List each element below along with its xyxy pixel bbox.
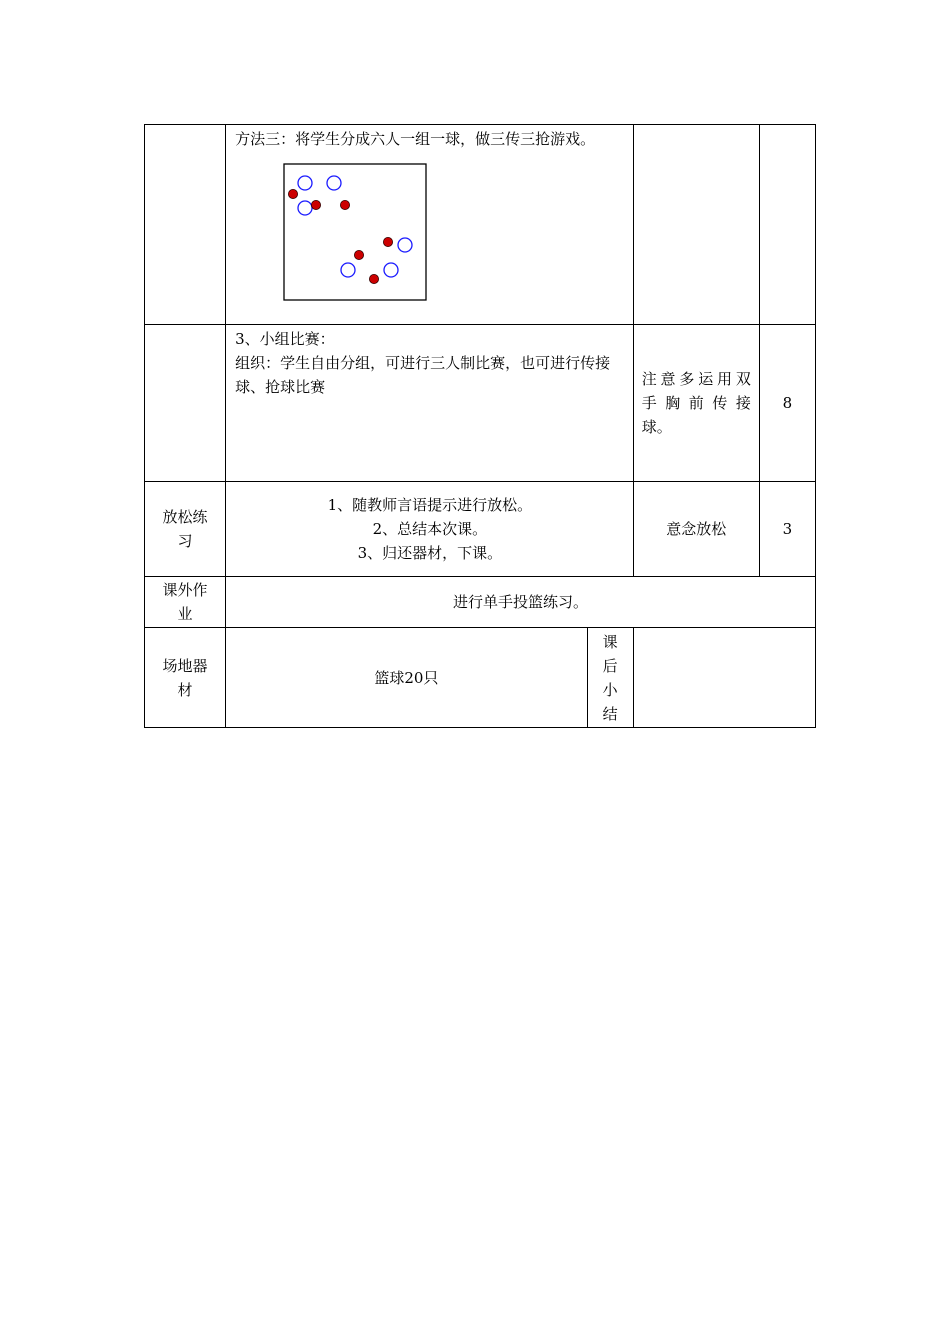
defense-player-marker xyxy=(355,250,364,259)
offense-player-marker xyxy=(341,263,355,277)
relax-count: 3 xyxy=(759,482,815,577)
relax-item: 3、归还器材，下课。 xyxy=(357,544,503,562)
equipment-label: 场地器材 xyxy=(145,628,226,728)
note-line: 球。 xyxy=(641,418,672,436)
group-game-count: 8 xyxy=(759,325,815,482)
defense-player-marker xyxy=(370,274,379,283)
homework-content: 进行单手投篮练习。 xyxy=(226,577,816,628)
relax-row xyxy=(145,482,816,577)
method3-count-cell xyxy=(759,125,815,325)
method3-label-cell xyxy=(145,125,226,325)
group-game-label-cell xyxy=(145,325,226,482)
group-game-row xyxy=(145,325,816,482)
method3-row xyxy=(145,125,816,325)
note-line: 手胸前传接 xyxy=(641,394,751,412)
defense-player-marker xyxy=(312,200,321,209)
relax-note: 意念放松 xyxy=(633,482,759,577)
offense-player-marker xyxy=(298,176,312,190)
offense-player-marker xyxy=(398,238,412,252)
method3-content-cell xyxy=(226,125,634,325)
offense-player-marker xyxy=(384,263,398,277)
homework-row xyxy=(145,577,816,628)
note-line: 注意多运用双 xyxy=(641,370,751,388)
relax-item: 2、总结本次课。 xyxy=(372,520,488,538)
summary-label: 课 后 小 结 xyxy=(587,628,633,728)
relax-item: 1、随教师言语提示进行放松。 xyxy=(327,496,533,514)
equipment-content: 篮球20只 xyxy=(226,628,588,728)
group-game-title: 3、小组比赛： xyxy=(235,330,335,348)
lesson-plan-table xyxy=(144,124,816,728)
defense-player-marker xyxy=(341,200,350,209)
homework-label: 课外作业 xyxy=(145,577,226,628)
offense-player-marker xyxy=(298,201,312,215)
group-game-organization: 组织：学生自由分组，可进行三人制比赛，也可进行传接球、抢球比赛 xyxy=(235,354,611,396)
group-game-content-cell xyxy=(226,325,634,482)
defense-player-marker xyxy=(384,237,393,246)
group-game-note-cell xyxy=(633,325,759,482)
summary-content-cell xyxy=(633,628,815,728)
defense-player-marker xyxy=(289,189,298,198)
method3-note-cell xyxy=(633,125,759,325)
equipment-row xyxy=(145,628,816,728)
formation-diagram xyxy=(283,161,429,301)
offense-player-marker xyxy=(327,176,341,190)
method3-text: 方法三：将学生分成六人一组一球，做三传三抢游戏。 xyxy=(235,130,596,148)
relax-content-cell xyxy=(226,482,634,577)
relax-label: 放松练习 xyxy=(145,482,226,577)
